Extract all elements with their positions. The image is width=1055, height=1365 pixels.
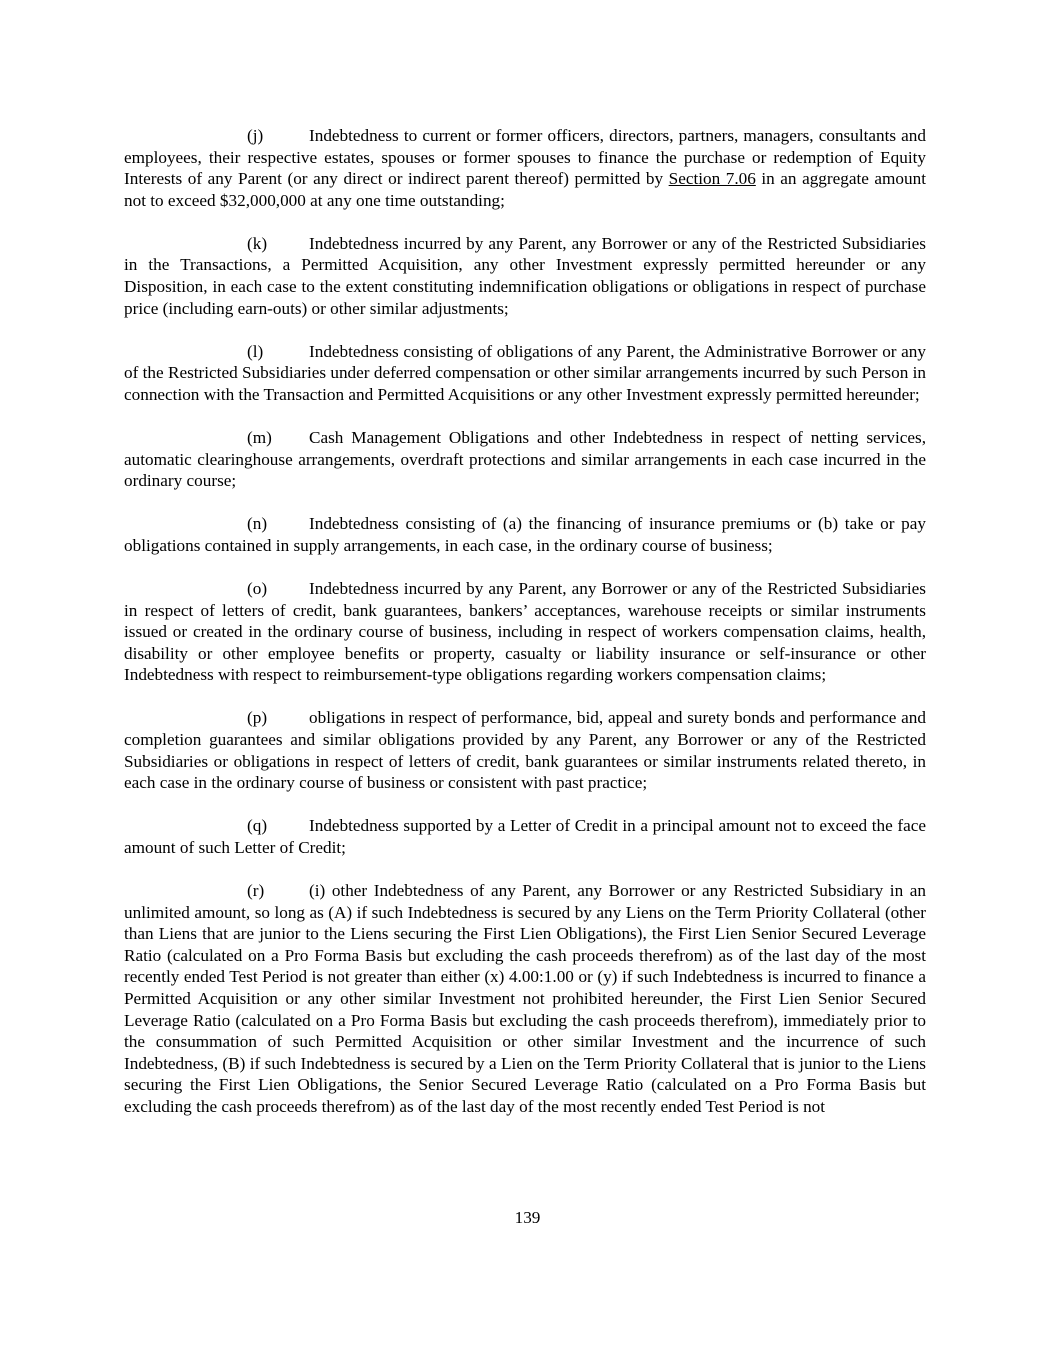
page-number: 139	[514, 1208, 541, 1227]
clause-text: Indebtedness consisting of obligations of any Parent, the Administrative Borrower or any of the Restricted Subsidiaries under deferred compensation or other similar arrangements incurred by such Person in connection with the Transaction and Permitted Acquisitions or any other Investment expressly permitted hereunder;	[124, 341, 926, 404]
clause-r	[124, 880, 926, 1118]
clause-k	[124, 233, 926, 319]
section-reference-link[interactable]: Section 7.06	[668, 169, 756, 189]
clause-text: Indebtedness incurred by any Parent, any Borrower or any of the Restricted Subsidiaries in the Transactions, a Permitted Acquisition, any other Investment expressly permitted hereunder or any Disposition, in each case to the extent constituting indemnification obligations or obligations in respect of purchase price (including earn-outs) or other similar adjustments;	[124, 233, 926, 318]
clause-label: (k)	[247, 233, 268, 253]
clause-text: (i) other Indebtedness of any Parent, any Borrower or any Restricted Subsidiary in an unlimited amount, so long as (A) if such Indebtedness is secured by any Liens on the Term Priority Collateral (other than Liens that are junior to the Liens securing the First Lien Obligations), the First Lien Senior Secured Leverage Ratio (calculated on a Pro Forma Basis but excluding the cash proceeds therefrom) as of the last day of the most recently ended Test Period is not greater than either (x) 4.00:1.00 or (y) if such Indebtedness is incurred to finance a Permitted Acquisition or any other similar Investment not prohibited hereunder, the First Lien Senior Secured Leverage Ratio (calculated on a Pro Forma Basis but excluding the cash proceeds therefrom), immediately prior to the consummation of such Permitted Acquisition or other similar Investment and the incurrence of such Indebtedness, (B) if such Indebtedness is secured by a Lien on the Term Priority Collateral that is junior to the Liens securing the First Lien Obligations, the Senior Secured Leverage Ratio (calculated on a Pro Forma Basis but excluding the cash proceeds therefrom) as of the last day of the most recently ended Test Period is not	[124, 881, 926, 1116]
clause-n	[124, 513, 926, 556]
clause-label: (l)	[247, 341, 264, 361]
clause-label: (o)	[247, 579, 268, 598]
clause-m	[124, 427, 926, 492]
clause-text: Indebtedness to current or former officers, directors, partners, managers, consultants and employees, their respective estates, spouses or former spouses to finance the purchase or redemption of Equity Interests of any Parent (or any direct or indirect parent thereof) permitted by	[124, 126, 926, 189]
clause-label: (r)	[247, 881, 265, 901]
clause-j	[124, 125, 926, 211]
clause-text: Indebtedness supported by a Letter of Credit in a principal amount not to exceed the face amount of such Letter of Credit;	[124, 816, 926, 857]
clause-text: Cash Management Obligations and other Indebtedness in respect of netting services, automatic clearinghouse arrangements, overdraft protections and similar arrangements in each case incurred in the ordinary course;	[124, 428, 926, 491]
clause-label: (p)	[247, 708, 268, 728]
clause-text: obligations in respect of performance, bid, appeal and surety bonds and performance and completion guarantees and similar obligations provided by any Parent, any Borrower or any of the Restricted Subsidiaries or obligations in respect of letters of credit, bank guarantees or similar instruments related thereto, in each case in the ordinary course of business or consistent with past practice;	[124, 708, 926, 793]
clause-text: Indebtedness consisting of (a) the financing of insurance premiums or (b) take or pay obligations contained in supply arrangements, in each case, in the ordinary course of business;	[124, 514, 926, 555]
clause-q	[124, 815, 926, 858]
clause-text: Indebtedness incurred by any Parent, any Borrower or any of the Restricted Subsidiaries in respect of letters of credit, bank guarantees, bankers’ acceptances, warehouse receipts or similar instruments issued or created in the ordinary course of business, including in respect of workers compensation claims, health, disability or other employee benefits or property, casualty or liability insurance or self-insurance or other Indebtedness with respect to reimbursement-type obligations regarding workers compensation claims;	[124, 579, 926, 685]
clause-text-continued: in an aggregate amount not to exceed $32,000,000 at any one time outstanding;	[124, 169, 926, 210]
document-body	[124, 125, 926, 1139]
clause-l	[124, 341, 926, 406]
clause-label: (q)	[247, 816, 268, 836]
clause-label: (n)	[247, 514, 268, 534]
clause-label: (m)	[247, 428, 272, 448]
clause-o	[124, 578, 926, 686]
clause-p	[124, 707, 926, 793]
clause-label: (j)	[247, 126, 264, 145]
